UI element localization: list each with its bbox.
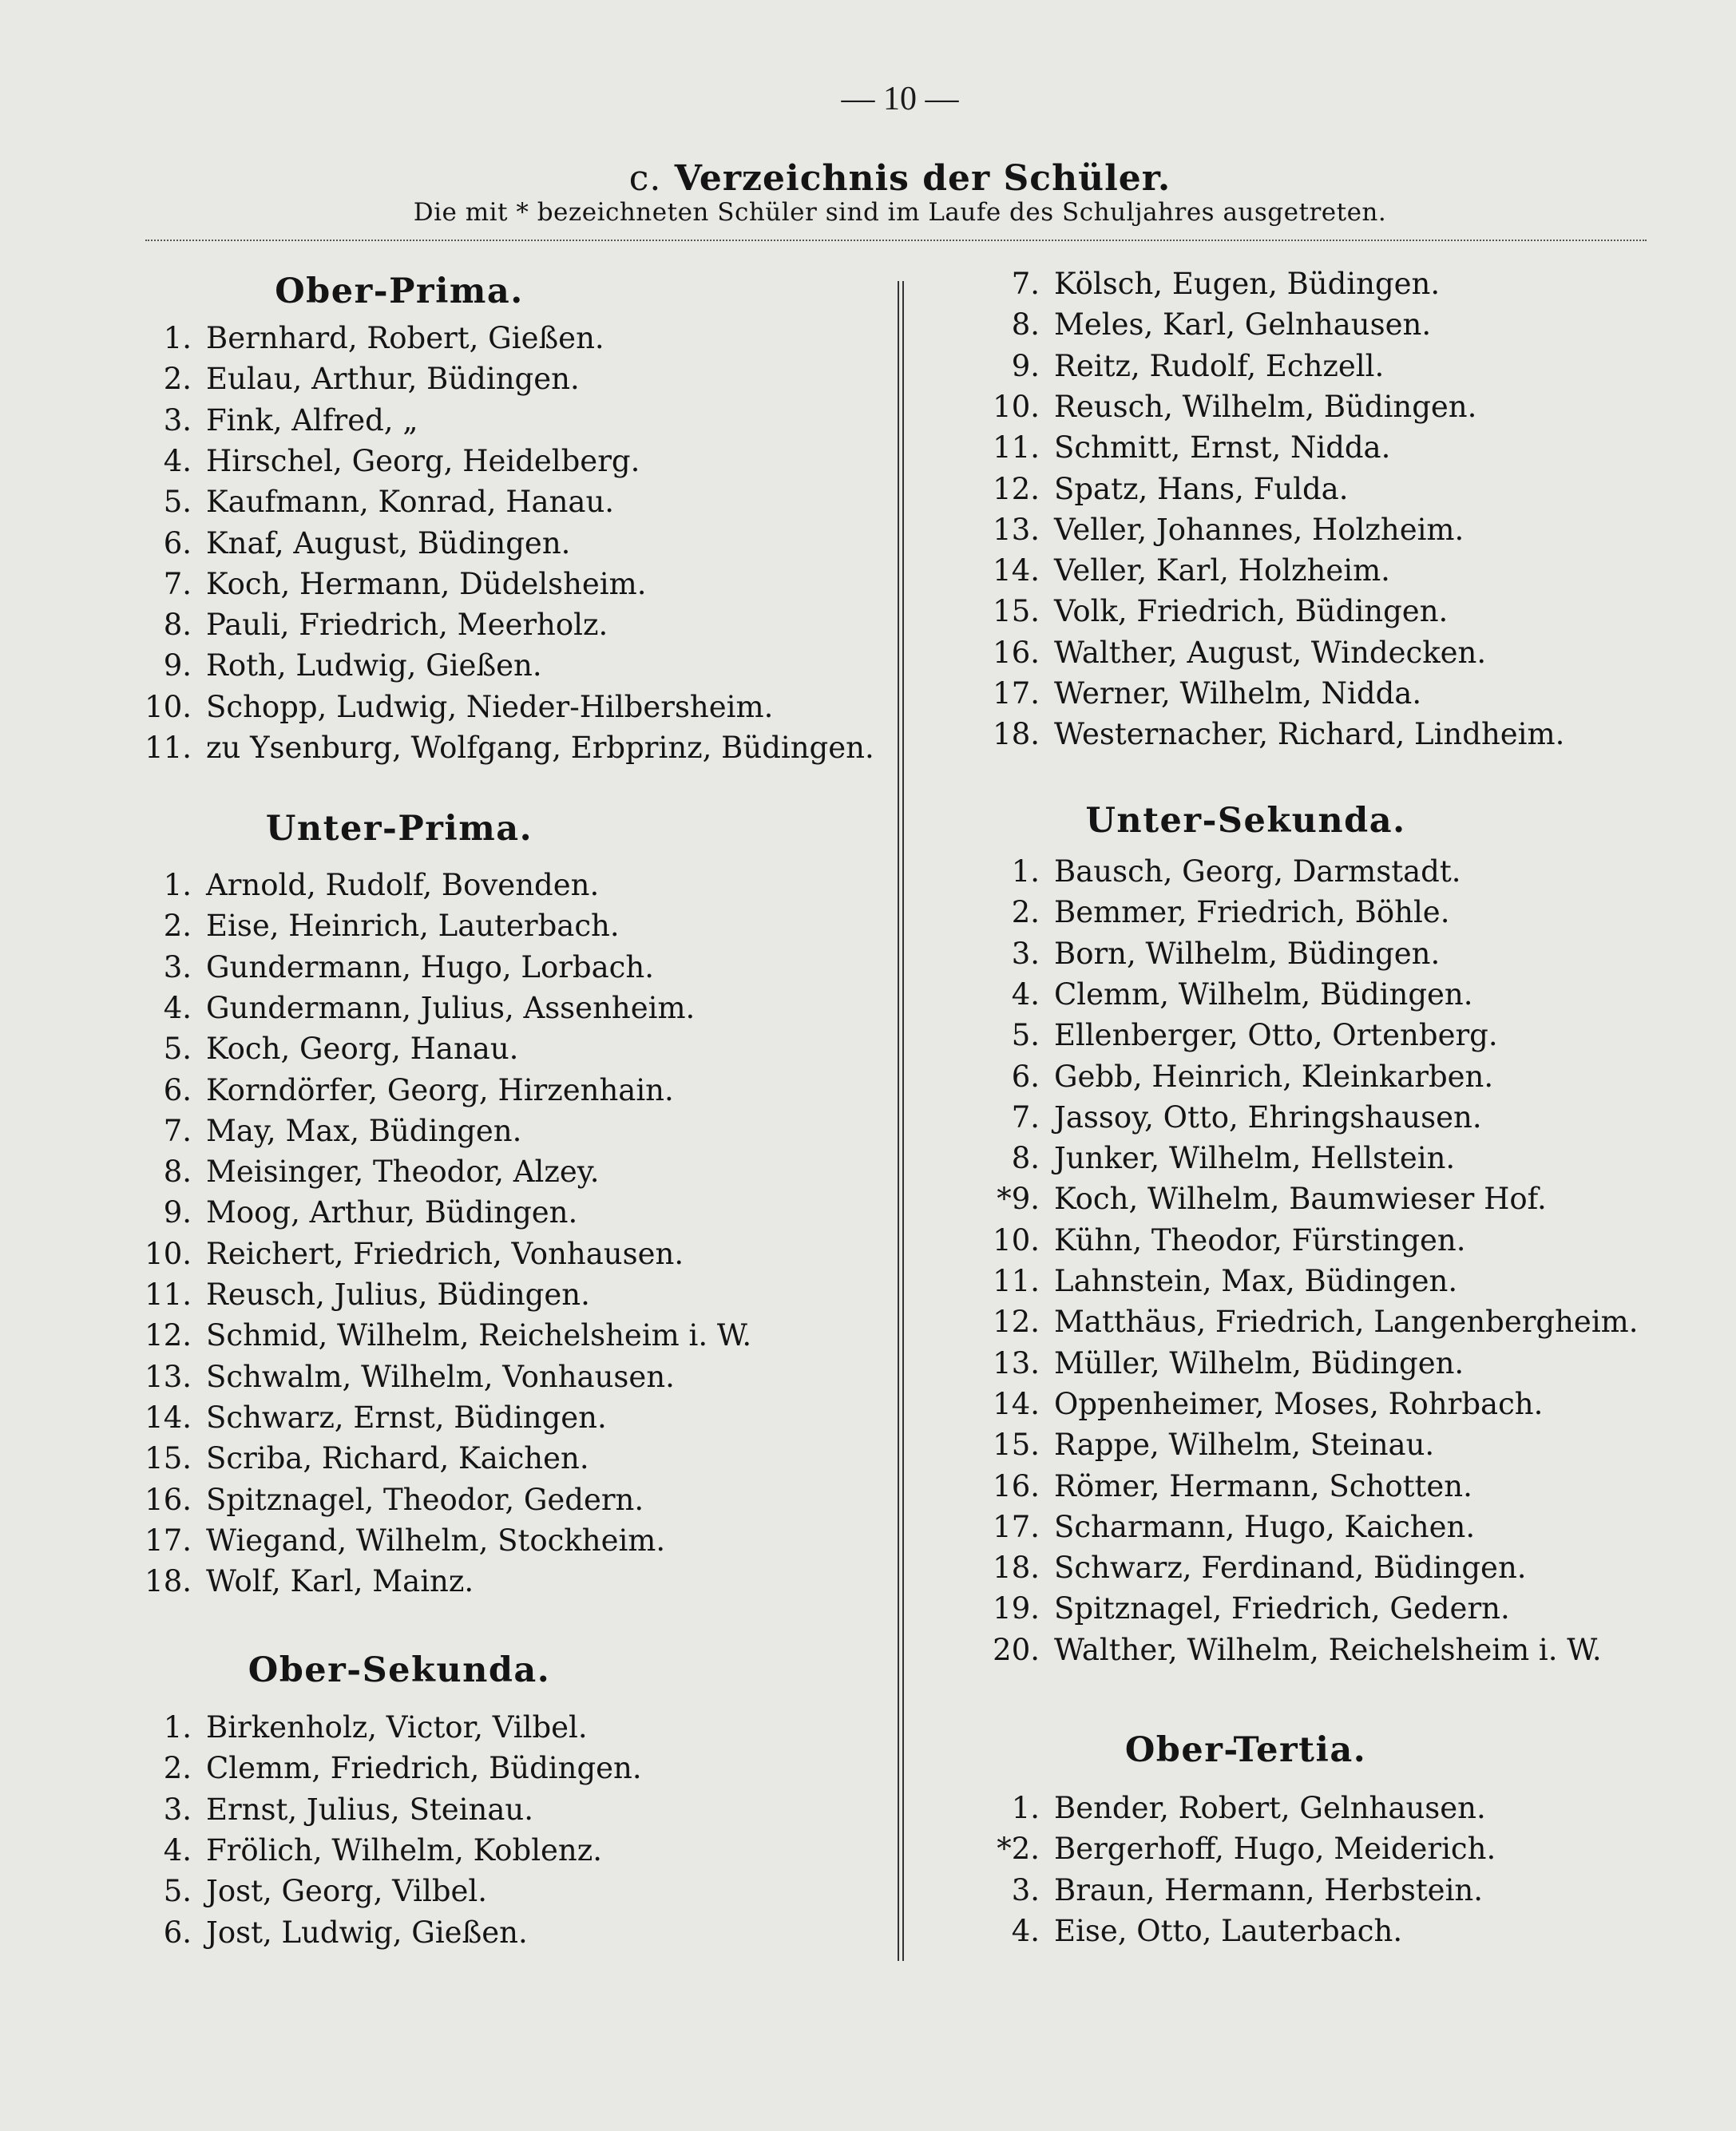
student-name: Schwarz, Ernst, Büdingen.: [206, 1400, 607, 1435]
student-number: 3.: [1011, 936, 1040, 971]
student-number: 18.: [145, 1564, 192, 1599]
student-entry: [976, 1832, 1496, 1867]
student-number: 6.: [1011, 1059, 1040, 1094]
student-number: 3.: [1011, 1872, 1040, 1907]
student-entry: [128, 1195, 577, 1230]
student-number: 3.: [163, 949, 192, 984]
student-entry: [128, 1710, 588, 1745]
section-heading: Ober-Sekunda.: [248, 1650, 551, 1690]
student-name: Fink, Alfred, „: [206, 402, 418, 438]
student-entry: [128, 1915, 528, 1951]
student-name: Römer, Hermann, Schotten.: [1054, 1468, 1472, 1503]
student-entry: [128, 403, 418, 438]
student-name: Reitz, Rudolf, Echzell.: [1054, 348, 1385, 383]
student-number: 2.: [163, 909, 192, 944]
student-name: Eise, Heinrich, Lauterbach.: [206, 909, 620, 944]
student-number: 15.: [993, 594, 1040, 629]
student-name: Werner, Wilhelm, Nidda.: [1054, 676, 1422, 711]
student-name: Kölsch, Eugen, Büdingen.: [1054, 267, 1441, 301]
student-name: Gebb, Heinrich, Kleinkarben.: [1054, 1059, 1494, 1094]
student-number: 11.: [145, 1277, 192, 1312]
student-name: Spitznagel, Theodor, Gedern.: [206, 1482, 644, 1517]
student-entry: [128, 1318, 751, 1353]
student-entry: [976, 1141, 1455, 1176]
student-number: 1.: [1011, 854, 1040, 889]
student-number: 13.: [145, 1359, 192, 1394]
student-entry: [976, 1182, 1547, 1217]
student-name: Bemmer, Friedrich, Böhle.: [1054, 895, 1450, 930]
student-number: 17.: [993, 676, 1040, 711]
student-name: Wiegand, Wilhelm, Stockheim.: [206, 1523, 666, 1558]
student-number: 9.: [163, 1195, 192, 1230]
student-name: Reusch, Wilhelm, Büdingen.: [1054, 389, 1477, 424]
student-entry: [128, 1155, 599, 1190]
student-number: 15.: [993, 1428, 1040, 1463]
student-entry: [976, 1264, 1457, 1299]
student-entry: [976, 1387, 1543, 1422]
student-entry: [976, 1060, 1493, 1095]
student-name: Reusch, Julius, Büdingen.: [206, 1277, 590, 1312]
student-number: 16.: [993, 635, 1040, 670]
student-number: 7.: [1011, 1099, 1040, 1135]
student-entry: [976, 895, 1449, 930]
student-entry: [128, 731, 874, 766]
student-entry: [128, 1237, 684, 1272]
student-entry: [976, 472, 1348, 507]
student-number: 5.: [163, 1032, 192, 1067]
section-letter: c.: [628, 158, 662, 199]
student-name: Koch, Wilhelm, Baumwieser Hof.: [1054, 1182, 1547, 1217]
student-entry: [976, 937, 1440, 972]
student-entry: [976, 1510, 1475, 1545]
student-entry: [976, 307, 1431, 343]
student-entry: [128, 485, 614, 520]
student-name: Westernacher, Richard, Lindheim.: [1054, 717, 1565, 752]
student-entry: [128, 1073, 674, 1108]
section-heading: Ober-Prima.: [275, 271, 524, 311]
student-number: 2.: [163, 362, 192, 397]
student-number: 1.: [1011, 1791, 1040, 1825]
student-entry: [976, 1100, 1482, 1135]
student-number: 2.: [163, 1751, 192, 1786]
student-name: zu Ysenburg, Wolfgang, Erbprinz, Büdingen.: [206, 731, 874, 765]
student-number: 16.: [145, 1482, 192, 1517]
student-entry: [128, 1523, 665, 1559]
student-number: 13.: [993, 512, 1040, 547]
student-number: 6.: [163, 1072, 192, 1107]
student-name: Bernhard, Robert, Gießen.: [206, 321, 604, 355]
student-entry: [128, 1277, 590, 1313]
student-name: Knaf, August, Büdingen.: [206, 525, 571, 560]
student-name: Eulau, Arthur, Büdingen.: [206, 362, 580, 397]
title-text: Verzeichnis der Schüler.: [674, 158, 1171, 199]
student-entry: [976, 594, 1448, 629]
student-entry: [128, 868, 599, 903]
student-entry: [128, 567, 646, 602]
student-number: 3.: [163, 402, 192, 438]
student-name: Spitznagel, Friedrich, Gedern.: [1054, 1591, 1510, 1626]
student-name: Kühn, Theodor, Fürstingen.: [1054, 1222, 1466, 1258]
student-name: Oppenheimer, Moses, Rohrbach.: [1054, 1386, 1544, 1421]
student-number: 8.: [1011, 307, 1040, 343]
student-number: 5.: [163, 485, 192, 520]
student-name: Veller, Johannes, Holzheim.: [1054, 512, 1465, 547]
student-number: 4.: [163, 443, 192, 478]
student-number: 10.: [145, 1236, 192, 1271]
student-name: Reichert, Friedrich, Vonhausen.: [206, 1236, 684, 1271]
student-entry: [128, 608, 608, 643]
student-name: Matthäus, Friedrich, Langenbergheim.: [1054, 1305, 1639, 1340]
student-entry: [128, 1114, 521, 1149]
student-number: 15.: [145, 1441, 192, 1476]
student-name: Kaufmann, Konrad, Hanau.: [206, 485, 615, 520]
column-divider: [898, 281, 904, 1961]
student-name: Meles, Karl, Gelnhausen.: [1054, 307, 1432, 343]
student-name: Schmid, Wilhelm, Reichelsheim i. W.: [206, 1318, 752, 1353]
student-entry: [976, 717, 1564, 752]
student-name: Volk, Friedrich, Büdingen.: [1054, 594, 1449, 629]
student-entry: [976, 390, 1476, 425]
student-name: Gundermann, Julius, Assenheim.: [206, 990, 696, 1025]
student-entry: [128, 1360, 675, 1395]
student-number: 11.: [145, 731, 192, 765]
student-name: Schwarz, Ferdinand, Büdingen.: [1054, 1551, 1527, 1586]
student-entry: [128, 991, 695, 1026]
student-name: Schwalm, Wilhelm, Vonhausen.: [206, 1359, 675, 1394]
student-entry: [128, 526, 570, 561]
student-number: 17.: [145, 1523, 192, 1558]
student-number: 17.: [993, 1509, 1040, 1544]
student-number: 4.: [163, 990, 192, 1025]
student-entry: [128, 1792, 533, 1828]
student-number: 6.: [163, 525, 192, 560]
student-name: Jost, Ludwig, Gießen.: [206, 1915, 528, 1950]
student-number: 5.: [1011, 1018, 1040, 1053]
student-number: 10.: [145, 689, 192, 724]
student-entry: [128, 1751, 642, 1786]
student-entry: [976, 430, 1390, 465]
student-number: 10.: [993, 1222, 1040, 1258]
student-number: 8.: [1011, 1141, 1040, 1176]
student-name: Koch, Georg, Hanau.: [206, 1032, 519, 1067]
student-entry: [128, 909, 620, 944]
student-number: 20.: [993, 1632, 1040, 1667]
student-entry: [128, 648, 542, 683]
student-number: 4.: [1011, 976, 1040, 1012]
student-name: Lahnstein, Max, Büdingen.: [1054, 1264, 1458, 1298]
student-name: Eise, Otto, Lauterbach.: [1054, 1913, 1403, 1948]
student-number: 1.: [163, 321, 192, 355]
student-entry: [976, 1469, 1472, 1504]
student-entry: [976, 1346, 1464, 1381]
student-number: 16.: [993, 1468, 1040, 1503]
student-name: Gundermann, Hugo, Lorbach.: [206, 949, 654, 984]
student-name: Rappe, Wilhelm, Steinau.: [1054, 1428, 1435, 1463]
student-entry: [976, 267, 1440, 302]
student-name: Hirschel, Georg, Heidelberg.: [206, 443, 640, 478]
student-number: *2.: [997, 1832, 1040, 1867]
student-number: 19.: [993, 1591, 1040, 1626]
section-heading: Unter-Sekunda.: [1085, 801, 1406, 841]
student-entry: [128, 1400, 607, 1436]
student-entry: [128, 950, 654, 985]
student-number: 10.: [993, 389, 1040, 424]
student-number: 1.: [163, 868, 192, 902]
student-name: Bausch, Georg, Darmstadt.: [1054, 854, 1461, 889]
student-number: 9.: [1011, 348, 1040, 383]
student-name: Koch, Hermann, Düdelsheim.: [206, 566, 647, 601]
student-number: 18.: [993, 1551, 1040, 1586]
student-entry: [128, 1874, 487, 1909]
student-number: 2.: [1011, 895, 1040, 930]
student-number: 8.: [163, 1155, 192, 1190]
page-number: — 10 —: [841, 81, 959, 117]
student-name: Jost, Georg, Vilbel.: [206, 1874, 488, 1909]
student-number: 11.: [993, 1264, 1040, 1298]
student-number: 13.: [993, 1345, 1040, 1380]
page-subtitle: Die mit * bezeichneten Schüler sind im Laufe des Schuljahres ausgetreten.: [413, 198, 1387, 227]
student-name: Arnold, Rudolf, Bovenden.: [206, 868, 600, 902]
student-name: Schopp, Ludwig, Nieder-Hilbersheim.: [206, 689, 774, 724]
student-entry: [976, 1791, 1486, 1826]
student-number: 4.: [163, 1832, 192, 1868]
student-number: 6.: [163, 1915, 192, 1950]
student-number: 1.: [163, 1710, 192, 1745]
student-entry: [128, 362, 580, 397]
student-number: 7.: [163, 566, 192, 601]
student-name: Clemm, Friedrich, Büdingen.: [206, 1751, 642, 1786]
student-name: Bender, Robert, Gelnhausen.: [1054, 1791, 1486, 1825]
student-number: 5.: [163, 1874, 192, 1909]
student-number: 7.: [163, 1113, 192, 1148]
student-number: 3.: [163, 1792, 192, 1827]
student-name: Korndörfer, Georg, Hirzenhain.: [206, 1072, 674, 1107]
student-number: 11.: [993, 430, 1040, 465]
student-entry: [976, 676, 1421, 711]
student-entry: [976, 1551, 1527, 1586]
student-number: 4.: [1011, 1913, 1040, 1948]
student-entry: [128, 444, 640, 479]
student-entry: [976, 1633, 1602, 1668]
student-number: 7.: [1011, 267, 1040, 301]
student-number: 9.: [163, 648, 192, 683]
student-number: 14.: [993, 553, 1040, 588]
student-number: *9.: [997, 1182, 1040, 1217]
student-entry: [976, 553, 1390, 588]
student-entry: [976, 1018, 1498, 1053]
student-name: Scriba, Richard, Kaichen.: [206, 1441, 589, 1476]
student-name: Ernst, Julius, Steinau.: [206, 1792, 533, 1827]
student-entry: [976, 513, 1464, 548]
student-number: 8.: [163, 608, 192, 643]
student-name: Veller, Karl, Holzheim.: [1054, 553, 1390, 588]
student-entry: [976, 1591, 1510, 1626]
student-number: 14.: [993, 1386, 1040, 1421]
student-entry: [976, 349, 1384, 384]
student-entry: [128, 1833, 602, 1868]
student-name: May, Max, Büdingen.: [206, 1113, 522, 1148]
student-number: 12.: [145, 1318, 192, 1353]
student-name: Clemm, Wilhelm, Büdingen.: [1054, 976, 1473, 1012]
student-number: 18.: [993, 717, 1040, 752]
student-name: Birkenholz, Victor, Vilbel.: [206, 1710, 588, 1745]
student-number: 12.: [993, 471, 1040, 506]
student-name: Pauli, Friedrich, Meerholz.: [206, 608, 608, 643]
student-entry: [128, 321, 604, 356]
student-name: Braun, Hermann, Herbstein.: [1054, 1872, 1484, 1907]
student-entry: [976, 1914, 1402, 1949]
student-entry: [976, 854, 1461, 889]
header-rule: [145, 240, 1647, 241]
student-name: Meisinger, Theodor, Alzey.: [206, 1155, 600, 1190]
student-entry: [128, 1564, 474, 1599]
student-name: Walther, Wilhelm, Reichelsheim i. W.: [1054, 1632, 1602, 1667]
student-name: Frölich, Wilhelm, Koblenz.: [206, 1832, 603, 1868]
student-entry: [976, 1873, 1483, 1908]
student-name: Spatz, Hans, Fulda.: [1054, 471, 1349, 506]
student-name: Müller, Wilhelm, Büdingen.: [1054, 1345, 1465, 1380]
section-heading: Unter-Prima.: [265, 809, 533, 849]
student-name: Born, Wilhelm, Büdingen.: [1054, 936, 1441, 971]
student-name: Roth, Ludwig, Gießen.: [206, 648, 542, 683]
page-title: [0, 158, 1736, 199]
student-name: Ellenberger, Otto, Ortenberg.: [1054, 1018, 1498, 1053]
student-name: Walther, August, Windecken.: [1054, 635, 1487, 670]
student-entry: [128, 1483, 644, 1518]
student-entry: [128, 1441, 589, 1476]
student-entry: [976, 977, 1473, 1012]
student-name: Schmitt, Ernst, Nidda.: [1054, 430, 1391, 465]
student-name: Moog, Arthur, Büdingen.: [206, 1195, 578, 1230]
student-entry: [128, 1032, 518, 1067]
student-name: Junker, Wilhelm, Hellstein.: [1054, 1141, 1456, 1176]
student-name: Wolf, Karl, Mainz.: [206, 1564, 474, 1599]
student-entry: [128, 690, 773, 725]
student-entry: [976, 1305, 1639, 1340]
section-heading: Ober-Tertia.: [1124, 1730, 1367, 1770]
student-name: Jassoy, Otto, Ehringshausen.: [1054, 1099, 1482, 1135]
student-number: 14.: [145, 1400, 192, 1435]
student-name: Scharmann, Hugo, Kaichen.: [1054, 1509, 1476, 1544]
student-number: 12.: [993, 1305, 1040, 1340]
student-entry: [976, 1428, 1434, 1463]
student-name: Bergerhoff, Hugo, Meiderich.: [1054, 1832, 1496, 1867]
student-entry: [976, 1223, 1466, 1258]
student-entry: [976, 636, 1486, 671]
